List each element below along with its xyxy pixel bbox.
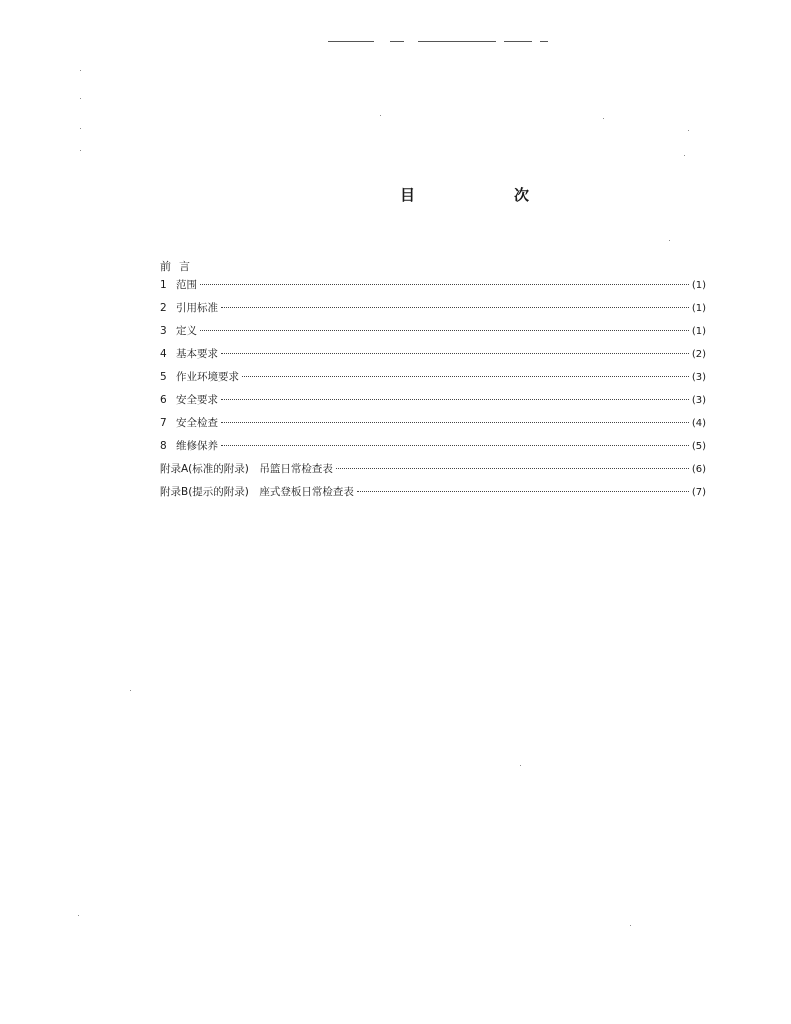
toc-entry-page: (7) (691, 487, 706, 498)
toc-entry-page: (1) (691, 303, 706, 314)
toc-entry-title: 定义 (176, 325, 197, 337)
toc-entry-4[interactable] (160, 346, 706, 369)
toc-entry-appendix-b[interactable] (160, 484, 706, 507)
toc-entry-title: 安全要求 (176, 394, 218, 406)
toc-entry-number: 5 (160, 371, 167, 383)
toc-entry-3[interactable] (160, 323, 706, 346)
toc-entry-number: 3 (160, 325, 167, 337)
toc-entry-page: (3) (691, 395, 706, 406)
toc-entry-page: (3) (691, 372, 706, 383)
toc-dot-leader (221, 307, 689, 308)
toc-entry-page: (5) (691, 441, 706, 452)
toc-dot-leader (357, 491, 689, 492)
toc-entry-title: 安全检查 (176, 417, 218, 429)
toc-entry-title: 引用标准 (176, 302, 218, 314)
toc-entry-number: 2 (160, 302, 167, 314)
toc-dot-leader (200, 330, 689, 331)
toc-list (160, 277, 706, 507)
toc-entry-1[interactable] (160, 277, 706, 300)
toc-title: 目 次 (400, 186, 572, 204)
toc-entry-number: 1 (160, 279, 167, 291)
toc-entry-title: 基本要求 (176, 348, 218, 360)
toc-dot-leader (221, 353, 689, 354)
toc-entry-page: (2) (691, 349, 706, 360)
toc-entry-page: (6) (691, 464, 706, 475)
toc-dot-leader (200, 284, 689, 285)
toc-entry-number: 7 (160, 417, 167, 429)
toc-entry-number: 6 (160, 394, 167, 406)
header-rule (328, 38, 548, 44)
foreword-label: 前言 (160, 260, 198, 273)
toc-entry-title: 作业环境要求 (176, 371, 239, 383)
toc-dot-leader (336, 468, 689, 469)
toc-entry-6[interactable] (160, 392, 706, 415)
toc-entry-title: 附录B(提示的附录) 座式登板日常检查表 (160, 486, 354, 498)
toc-entry-title: 附录A(标准的附录) 吊篮日常检查表 (160, 463, 333, 475)
toc-entry-page: (1) (691, 326, 706, 337)
toc-dot-leader (221, 445, 689, 446)
toc-entry-7[interactable] (160, 415, 706, 438)
toc-entry-number: 4 (160, 348, 167, 360)
toc-dot-leader (221, 399, 689, 400)
toc-entry-8[interactable] (160, 438, 706, 461)
toc-dot-leader (242, 376, 689, 377)
toc-entry-2[interactable] (160, 300, 706, 323)
toc-entry-title: 维修保养 (176, 440, 218, 452)
toc-entry-5[interactable] (160, 369, 706, 392)
toc-dot-leader (221, 422, 689, 423)
toc-entry-title: 范围 (176, 279, 197, 291)
toc-entry-number: 8 (160, 440, 167, 452)
toc-entry-appendix-a[interactable] (160, 461, 706, 484)
toc-entry-page: (4) (691, 418, 706, 429)
toc-entry-page: (1) (691, 280, 706, 291)
